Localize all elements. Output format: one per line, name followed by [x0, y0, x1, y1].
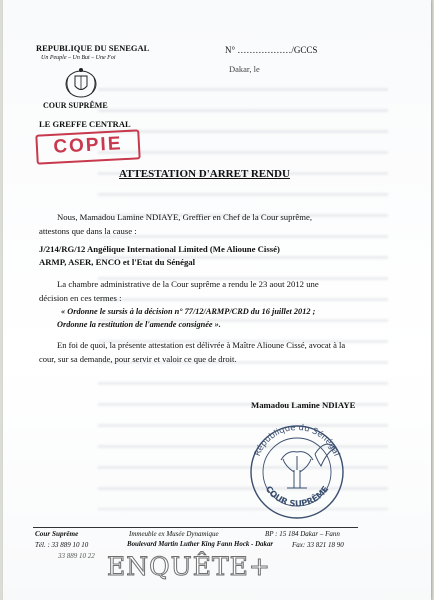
- footer-rule: [33, 527, 358, 528]
- baobab-tree-icon: [281, 452, 313, 488]
- closing-line-2: cour, sur sa demande, pour servir et valoir ce que de droit.: [39, 354, 237, 364]
- court-label: COUR SUPRÊME: [43, 101, 108, 110]
- court-seal: [237, 414, 357, 522]
- coat-of-arms-emblem: [61, 66, 101, 100]
- footer-court-name: Cour Suprême: [35, 530, 79, 538]
- national-motto: Un Peuple – Un But – Une Foi: [41, 55, 116, 61]
- footer-address-2: Boulevard Martin Luther King Fann Hock - Dakar: [127, 541, 274, 548]
- document-page: [3, 0, 431, 600]
- copie-stamp-label: COPIE: [52, 133, 123, 158]
- intro-line-1: Nous, Mamadou Lamine NDIAYE, Greffier en Chef de la Cour suprême,: [57, 212, 313, 222]
- case-parties: ARMP, ASER, ENCO et l'Etat du Sénégal: [39, 257, 196, 267]
- seal-bottom-text: COUR SUPRÊME: [262, 484, 332, 510]
- footer-fax: Fax: 33 821 18 90: [292, 541, 344, 549]
- signatory-name: Mamadou Lamine NDIAYE: [251, 400, 356, 410]
- footer-telephone: Tél. : 33 889 10 10: [35, 541, 89, 549]
- footer-address-1: Immeuble ex Musée Dynamique: [129, 530, 219, 538]
- copie-stamp: [35, 129, 140, 164]
- footer-po-box: BP : 15 184 Dakar – Fann: [265, 530, 340, 538]
- greffe-label: LE GREFFE CENTRAL: [39, 119, 131, 129]
- document-title: ATTESTATION D'ARRET RENDU: [119, 168, 290, 180]
- reference-number: N° ………………/GCCS: [225, 45, 318, 55]
- case-reference: J/214/RG/12 Angélique International Limited (Me Alioune Cissé): [39, 244, 280, 254]
- decision-line-1: « Ordonne le sursis à la décision n° 77/12/ARMP/CRD du 16 juillet 2012 ;: [61, 307, 316, 316]
- chamber-line-2: décision en ces termes :: [39, 293, 122, 303]
- place-date: Dakar, le: [229, 64, 260, 74]
- decision-line-2: Ordonne la restitution de l'amende consignée ».: [57, 320, 221, 329]
- chamber-line-1: La chambre administrative de la Cour suprême a rendu le 23 aout 2012 une: [57, 279, 319, 289]
- enquete-watermark-logo: ENQUÊTE+: [107, 552, 271, 581]
- intro-line-2: attestons que dans la cause :: [39, 226, 137, 236]
- seal-top-text: République du Sénégal: [252, 422, 342, 458]
- republic-label: REPUBLIQUE DU SENEGAL: [36, 43, 150, 53]
- footer-telephone-2: 33 889 10 22: [58, 552, 95, 560]
- closing-line-1: En foi de quoi, la présente attestation est délivrée à Maître Alioune Cissé, avocat à la: [57, 340, 346, 350]
